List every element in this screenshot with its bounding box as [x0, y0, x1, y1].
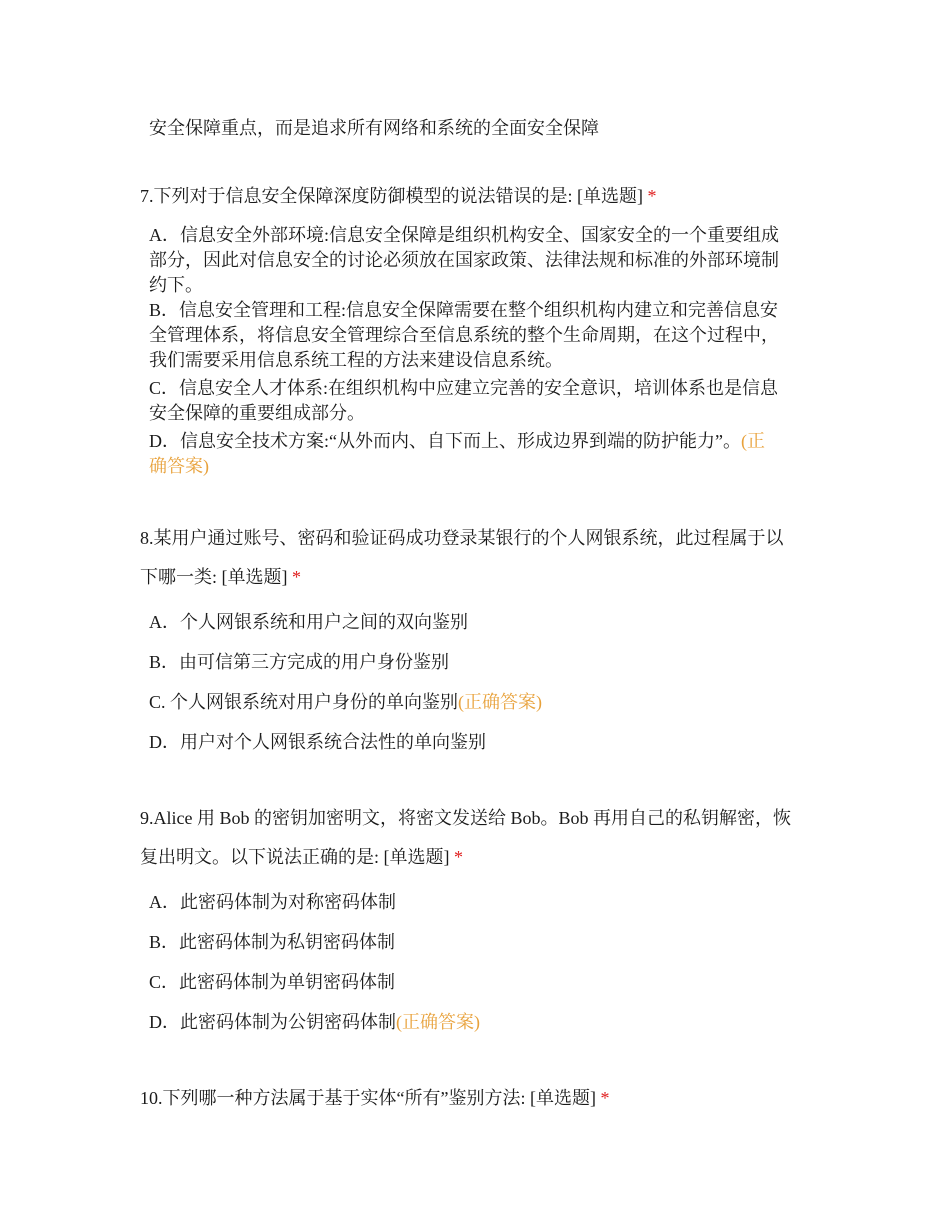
- correct-answer-tag: (正: [740, 431, 765, 451]
- q7-option-a: A．信息安全外部环境:信息安全保障是组织机构安全、国家安全的一个重要组成 部分，因此对信息安全的讨论必须放在国家政策、法律法规和标准的外部环境制 约下。: [149, 225, 779, 295]
- q8-option-b: B．由可信第三方完成的用户身份鉴别: [149, 652, 450, 672]
- question-8-title-cont: 下哪一类: [单选题] *: [140, 567, 301, 587]
- q7-option-b: B．信息安全管理和工程:信息安全保障需要在整个组织机构内建立和完善信息安 全管理体系，将信息安全管理综合至信息系统的整个生命周期，在这个过程中， 我们需要采用信息系统工程的方法来建设信息系统。: [149, 300, 779, 370]
- q8-option-d: D．用户对个人网银系统合法性的单向鉴别: [149, 732, 486, 752]
- question-9-title-cont: 复出明文。以下说法正确的是: [单选题] *: [140, 847, 463, 867]
- question-9-title: 9.Alice 用 Bob 的密钥加密明文，将密文发送给 Bob。Bob 再用自己的私钥解密，恢: [140, 808, 791, 828]
- correct-answer-tag-cont: 确答案): [149, 456, 209, 476]
- continuation-text: 安全保障重点，而是追求所有网络和系统的全面安全保障: [149, 118, 599, 138]
- q9-option-d: D．此密码体制为公钥密码体制(正确答案): [149, 1012, 480, 1032]
- required-star: *: [454, 847, 463, 867]
- q9-option-a: A．此密码体制为对称密码体制: [149, 892, 396, 912]
- correct-answer-tag: (正确答案): [396, 1012, 480, 1032]
- question-7: [140, 184, 820, 209]
- q7-option-c: C．信息安全人才体系:在组织机构中应建立完善的安全意识，培训体系也是信息 安全保障的重要组成部分。: [149, 378, 779, 423]
- q9-option-c: C．此密码体制为单钥密码体制: [149, 972, 396, 992]
- q8-option-a: A．个人网银系统和用户之间的双向鉴别: [149, 612, 468, 632]
- q7-option-d: D．信息安全技术方案:“从外而内、自下而上、形成边界到端的防护能力”。(正 确答案): [149, 429, 809, 479]
- required-star: *: [600, 1088, 610, 1108]
- required-star: *: [647, 186, 657, 206]
- q8-option-c: C. 个人网银系统对用户身份的单向鉴别(正确答案): [149, 692, 543, 712]
- question-8-title: 8.某用户通过账号、密码和验证码成功登录某银行的个人网银系统，此过程属于以: [140, 528, 784, 548]
- question-10-title: 10.下列哪一种方法属于基于实体“所有”鉴别方法: [单选题] *: [140, 1088, 610, 1108]
- correct-answer-tag: (正确答案): [458, 692, 543, 712]
- q9-option-b: B．此密码体制为私钥密码体制: [149, 932, 396, 952]
- question-7-title: 7.下列对于信息安全保障深度防御模型的说法错误的是: [单选题]: [140, 186, 643, 206]
- required-star: *: [292, 567, 301, 587]
